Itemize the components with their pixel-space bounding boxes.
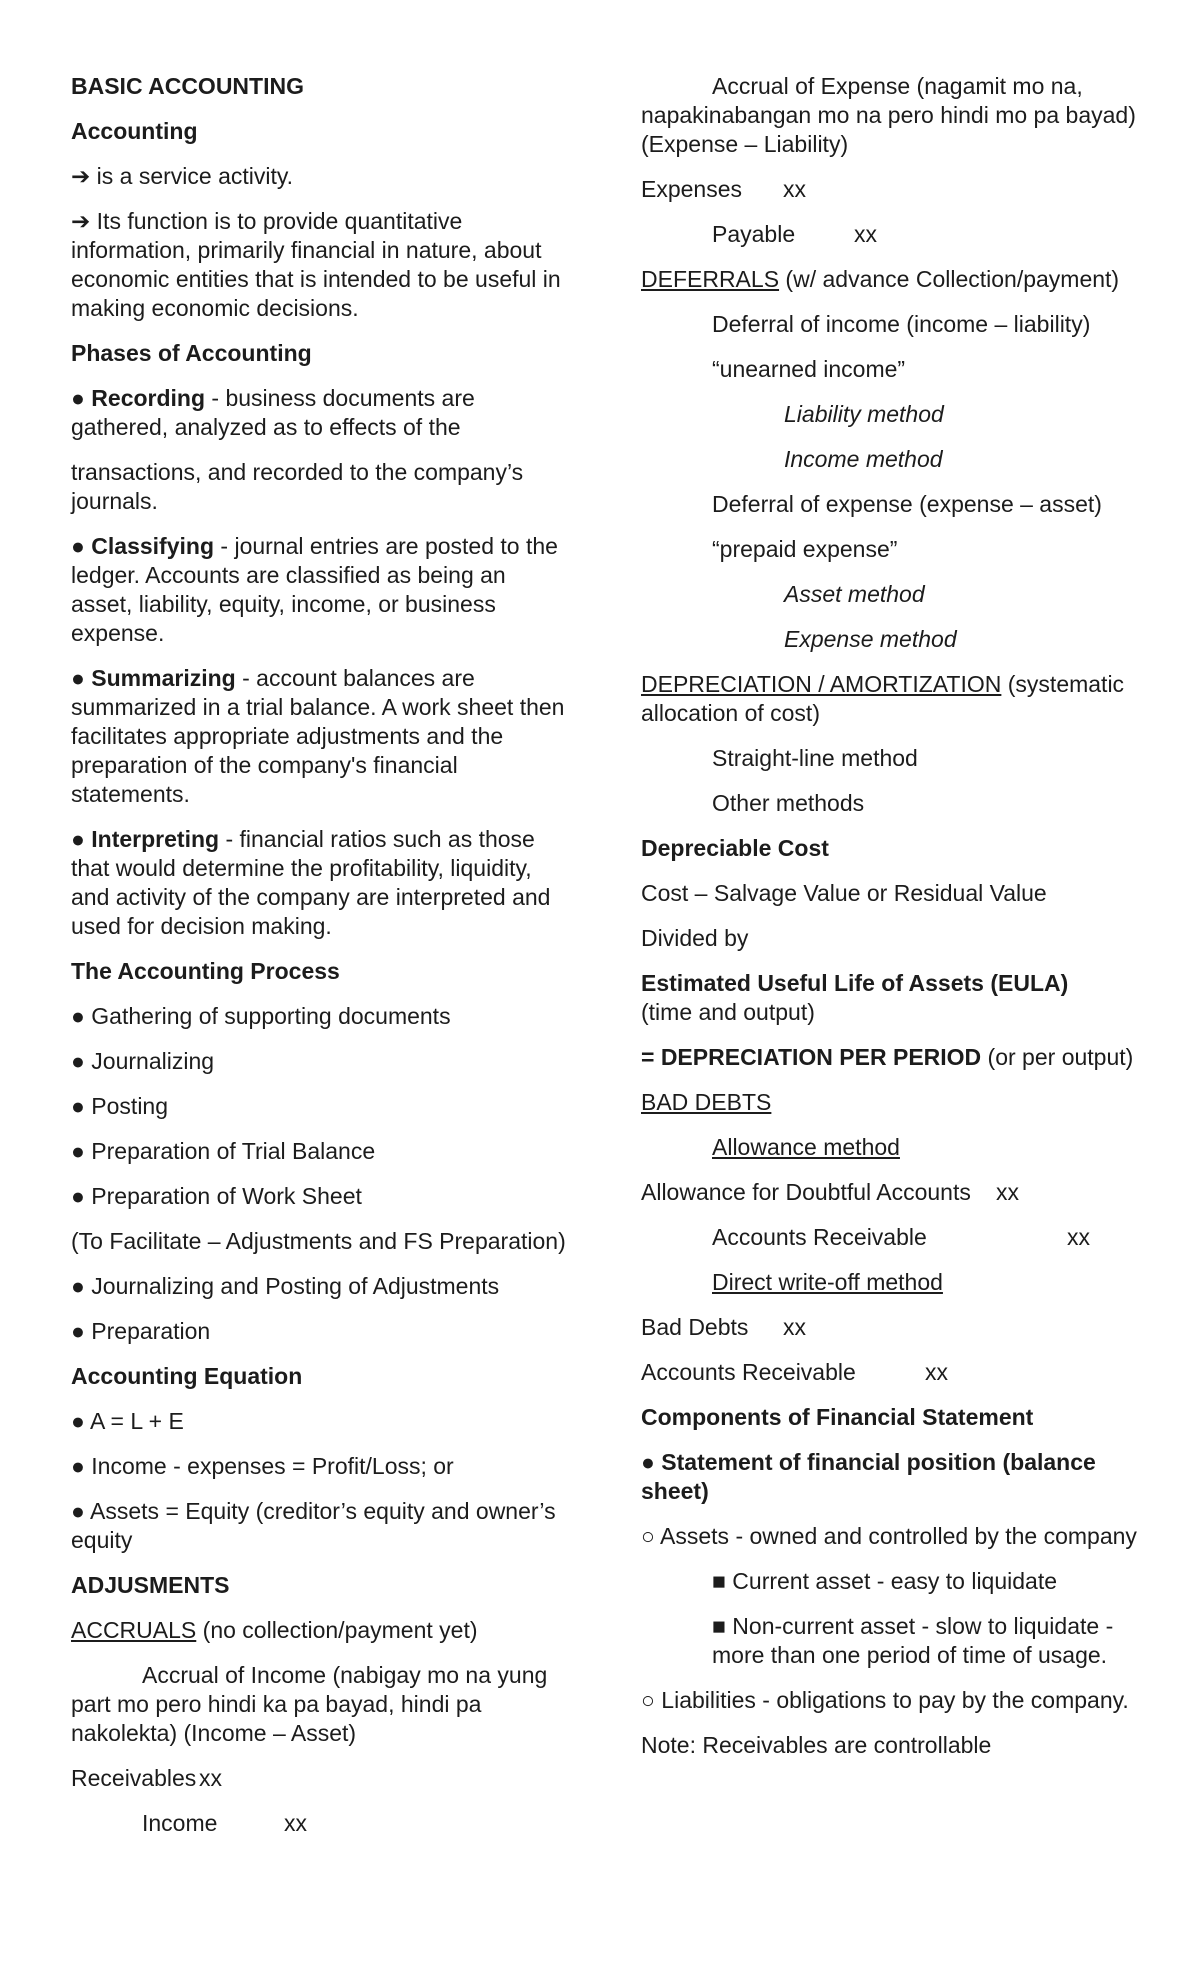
- list-item: ● Preparation of Work Sheet: [71, 1183, 362, 1209]
- accounting-point-2: ➔ Its function is to provide quantitative information, primarily financial in nature, about economic entities that is intended to be useful in making economic decisions.: [71, 208, 561, 321]
- deferral-expense: Deferral of expense (expense – asset): [712, 491, 1102, 517]
- circle-bullet-icon: ○: [641, 1523, 655, 1549]
- liability-method: Liability method: [784, 401, 944, 427]
- phases-heading: Phases of Accounting: [71, 340, 312, 366]
- right-column: [641, 72, 1151, 1776]
- bullet-icon: ●: [71, 1183, 85, 1209]
- bullet-icon: ●: [71, 1498, 85, 1524]
- list-item: ● A = L + E: [71, 1408, 184, 1434]
- bullet-icon: ●: [71, 1003, 85, 1029]
- assets-item: ○ Assets - owned and controlled by the company: [641, 1523, 1137, 1549]
- journal-entry-debit: Receivables xx: [71, 1765, 222, 1791]
- liabilities-item: ○ Liabilities - obligations to pay by the company.: [641, 1687, 1129, 1713]
- adjustments-heading: ADJUSMENTS: [71, 1572, 230, 1598]
- bullet-icon: ●: [71, 1048, 85, 1074]
- eula-line: Estimated Useful Life of Assets (EULA) (time and output): [641, 970, 1069, 1025]
- list-item: ● Journalizing: [71, 1048, 215, 1074]
- note-text: Note: Receivables are controllable: [641, 1732, 992, 1758]
- equation-heading: Accounting Equation: [71, 1363, 303, 1389]
- list-item: ● Assets = Equity (creditor’s equity and owner’s equity: [71, 1498, 556, 1553]
- bullet-icon: ●: [71, 1138, 85, 1164]
- allowance-method: Allowance method: [712, 1134, 900, 1160]
- deferrals-line: DEFERRALS (w/ advance Collection/payment): [641, 266, 1120, 292]
- bullet-icon: ●: [71, 1273, 85, 1299]
- cost-formula: Cost – Salvage Value or Residual Value: [641, 880, 1047, 906]
- bullet-icon: ●: [71, 665, 85, 691]
- current-asset-item: ■ Current asset - easy to liquidate: [712, 1568, 1058, 1594]
- straight-line-method: Straight-line method: [712, 745, 918, 771]
- list-item: ● Preparation of Trial Balance: [71, 1138, 376, 1164]
- expense-method: Expense method: [784, 626, 957, 652]
- depreciation-per-period: = DEPRECIATION PER PERIOD (or per output): [641, 1044, 1134, 1070]
- process-heading: The Accounting Process: [71, 958, 340, 984]
- phase-recording-cont: transactions, and recorded to the company’s journals.: [71, 459, 524, 514]
- components-heading: Components of Financial Statement: [641, 1404, 1034, 1430]
- list-item: ● Gathering of supporting documents: [71, 1003, 451, 1029]
- journal-entry-debit: Expenses xx: [641, 176, 806, 202]
- phase-classifying: ● Classifying - journal entries are posted to the ledger. Accounts are classified as being an asset, liability, equity, income, or business expense.: [71, 533, 558, 646]
- bullet-icon: ●: [71, 533, 85, 559]
- direct-writeoff-method: Direct write-off method: [712, 1269, 943, 1295]
- deferral-income: Deferral of income (income – liability): [712, 311, 1091, 337]
- noncurrent-asset-item: ■ Non-current asset - slow to liquidate - more than one period of time of usage.: [712, 1613, 1114, 1668]
- list-item: ● Preparation: [71, 1318, 211, 1344]
- accrual-expense: Accrual of Expense (nagamit mo na, napakinabangan mo na pero hindi mo pa bayad) (Expense – Liability): [641, 73, 1136, 157]
- phase-interpreting: ● Interpreting - financial ratios such as those that would determine the profitability, liquidity, and activity of the company are interpreted and used for decision making.: [71, 826, 551, 939]
- bullet-icon: ●: [71, 1318, 85, 1344]
- divided-by: Divided by: [641, 925, 749, 951]
- accrual-income: Accrual of Income (nabigay mo na yung part mo pero hindi ka pa bayad, hindi pa nakolekta) (Income – Asset): [71, 1662, 548, 1746]
- bullet-icon: ●: [71, 385, 85, 411]
- square-bullet-icon: ■: [712, 1568, 726, 1594]
- phase-recording: ● Recording - business documents are gathered, analyzed as to effects of the: [71, 385, 475, 440]
- journal-entry-credit: Income xx: [142, 1810, 307, 1836]
- list-item: ● Journalizing and Posting of Adjustments: [71, 1273, 500, 1299]
- bullet-icon: ●: [641, 1449, 655, 1475]
- unearned-income: “unearned income”: [712, 356, 906, 382]
- accounting-heading: Accounting: [71, 118, 198, 144]
- journal-entry-credit: Accounts Receivable xx: [712, 1224, 1090, 1250]
- accounting-point-1: ➔ is a service activity.: [71, 163, 294, 189]
- bad-debts-heading: BAD DEBTS: [641, 1089, 772, 1115]
- bullet-icon: ●: [71, 826, 85, 852]
- accruals-line: ACCRUALS (no collection/payment yet): [71, 1617, 478, 1643]
- bullet-icon: ●: [71, 1408, 85, 1434]
- prepaid-expense: “prepaid expense”: [712, 536, 898, 562]
- sfp-heading: ● Statement of financial position (balance sheet): [641, 1449, 1096, 1504]
- list-item: ● Income - expenses = Profit/Loss; or: [71, 1453, 454, 1479]
- journal-entry-credit: Payable xx: [712, 221, 877, 247]
- journal-entry-credit: Accounts Receivable xx: [641, 1359, 948, 1385]
- document-title: BASIC ACCOUNTING: [71, 73, 304, 99]
- arrow-icon: ➔: [71, 208, 91, 234]
- journal-entry-debit: Allowance for Doubtful Accounts xx: [641, 1179, 1019, 1205]
- left-column: [71, 72, 571, 1854]
- process-note: (To Facilitate – Adjustments and FS Preparation): [71, 1228, 566, 1254]
- depreciable-cost-heading: Depreciable Cost: [641, 835, 829, 861]
- other-methods: Other methods: [712, 790, 865, 816]
- square-bullet-icon: ■: [712, 1613, 726, 1639]
- asset-method: Asset method: [784, 581, 925, 607]
- bullet-icon: ●: [71, 1453, 85, 1479]
- phase-summarizing: ● Summarizing - account balances are summarized in a trial balance. A work sheet then facilitates appropriate adjustments and the preparation of the company's financial statements.: [71, 665, 565, 807]
- arrow-icon: ➔: [71, 163, 91, 189]
- list-item: ● Posting: [71, 1093, 169, 1119]
- circle-bullet-icon: ○: [641, 1687, 655, 1713]
- bullet-icon: ●: [71, 1093, 85, 1119]
- depreciation-line: DEPRECIATION / AMORTIZATION (systematic allocation of cost): [641, 671, 1125, 726]
- journal-entry-debit: Bad Debts xx: [641, 1314, 806, 1340]
- income-method: Income method: [784, 446, 943, 472]
